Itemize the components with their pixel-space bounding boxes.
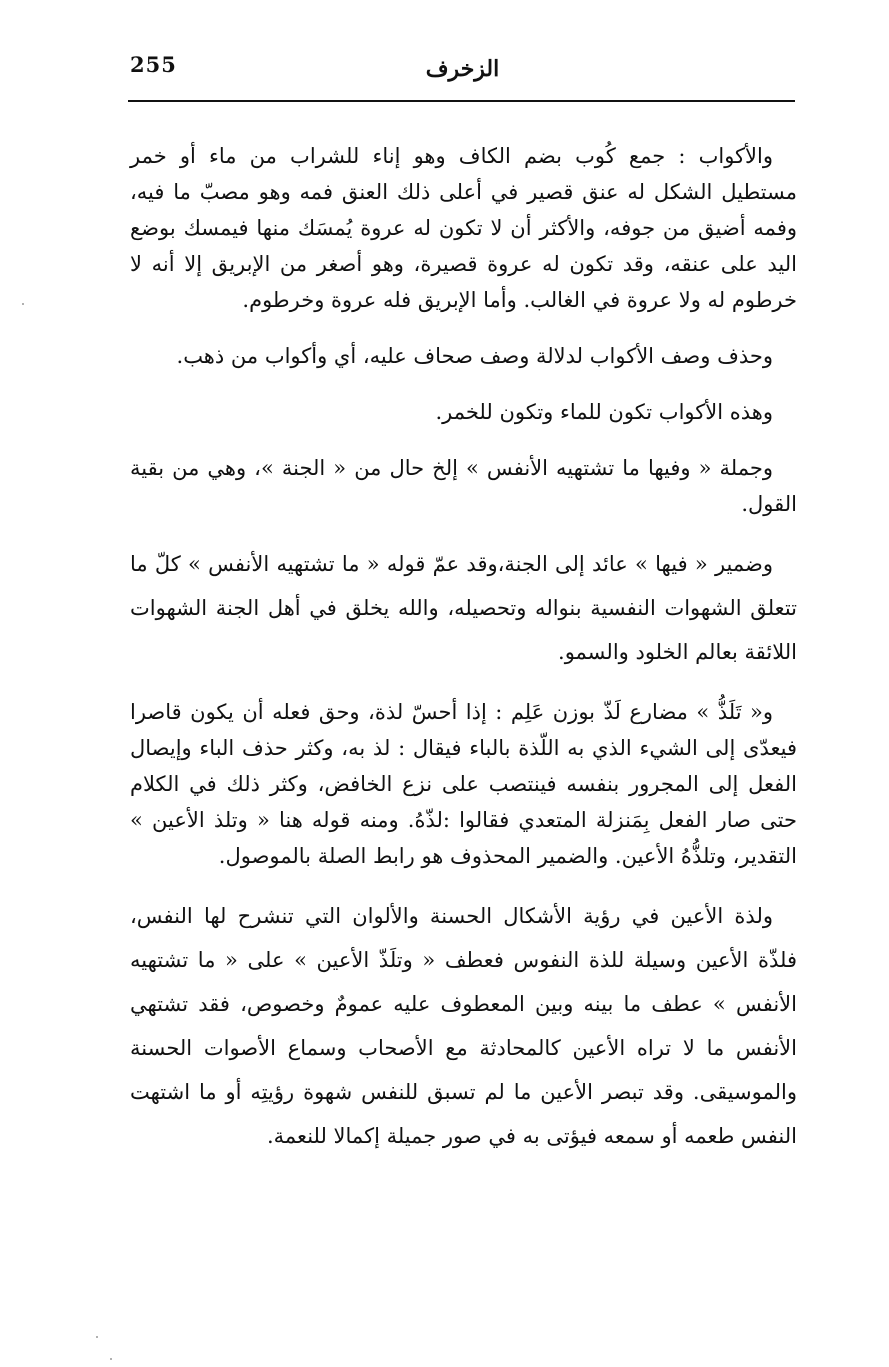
header-divider bbox=[128, 100, 795, 102]
page-number: 255 bbox=[130, 52, 177, 77]
scan-speck bbox=[96, 1336, 98, 1338]
page-header bbox=[130, 50, 795, 100]
paragraph-akwab-definition: والأكواب : جمع كُوب بضم الكاف وهو إناء للشراب من ماء أو خمر مستطيل الشكل له عنق قصير في أعلى ذلك العنق فمه وهو مصبّ ما فيه، وفمه أضيق من جوفه، والأكثر أن لا تكون له عروة يُمسَك منها فيمسك بوضع اليد على عنقه، وقد تكون له عروة قصيرة، وهو أصغر من الإبريق إلا أنه لا خرطوم له ولا عروة في الغالب. وأما الإبريق فله عروة وخرطوم. bbox=[130, 144, 797, 312]
paragraph-pleasure-of-eyes: ولذة الأعين في رؤية الأشكال الحسنة والألوان التي تنشرح لها النفس، فلذّة الأعين وسيلة للذة النفوس فعطف « وتلَذّ الأعين » على « ما تشتهيه الأنفس » عطف ما بينه وبين المعطوف عليه عمومٌ وخصوص، فقد تشتهي الأنفس ما لا تراه الأعين كالمحادثة مع الأصحاب وسماع الأصوات الحسنة والموسيقى. وقد تبصر الأعين ما لم تسبق للنفس شهوة رؤيتِه أو ما اشتهت النفس طعمه أو سمعه فيؤتى به في صور جميلة إكمالا للنعمة. bbox=[130, 904, 797, 1148]
paragraph-taladhdhu-grammar: و« تَلَذُّ » مضارع لَذّ بوزن عَلِم : إذا أحسّ لذة، وحق فعله أن يكون قاصرا فيعدّى إلى الشيء الذي به اللّذة بالباء فيقال : لذ به، وكثر حذف الباء وإيصال الفعل إلى المجرور بنفسه فينتصب على نزع الخافض، وكثر ذلك في الكلام حتى صار الفعل بِمَنزلة المتعدي فقالوا :لذّهُ. ومنه قوله هنا « وتلذ الأعين » التقدير، وتلذُّهُ الأعين. والضمير المحذوف هو رابط الصلة بالموصول. bbox=[130, 700, 797, 868]
running-title: الزخرف bbox=[425, 56, 500, 82]
body-text bbox=[130, 138, 797, 1178]
paragraph-hal-clause: وجملة « وفيها ما تشتهيه الأنفس » إلخ حال من « الجنة »، وهي من بقية القول. bbox=[130, 456, 797, 516]
paragraph-pronoun-reference: وضمير « فيها » عائد إلى الجنة،وقد عمّ قوله « ما تشتهيه الأنفس » كلّ ما تتعلق الشهوات النفسية بنواله وتحصيله، والله يخلق في أهل الجنة الشهوات اللائقة بعالم الخلود والسمو. bbox=[130, 552, 797, 664]
scan-speck bbox=[110, 1358, 112, 1360]
scan-speck bbox=[22, 303, 24, 305]
paragraph-omitted-description: وحذف وصف الأكواب لدلالة وصف صحاف عليه، أي وأكواب من ذهب. bbox=[176, 344, 773, 368]
paragraph-water-and-wine: وهذه الأكواب تكون للماء وتكون للخمر. bbox=[435, 400, 773, 424]
